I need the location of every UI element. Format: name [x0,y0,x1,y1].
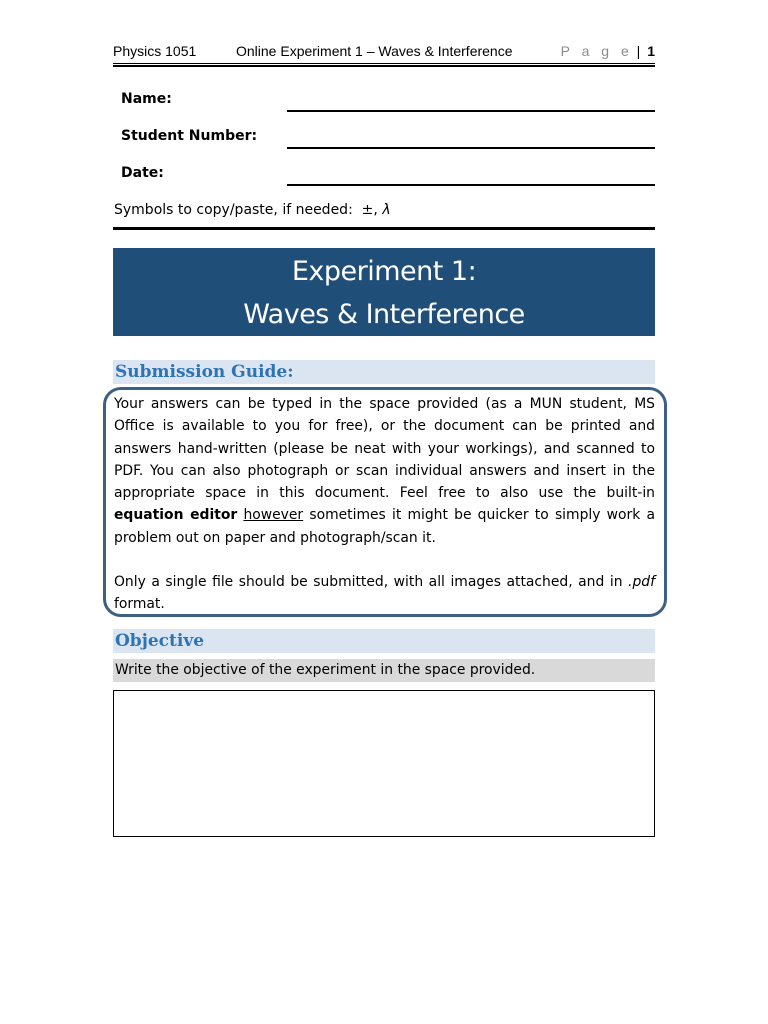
student-number-field[interactable] [287,147,655,149]
objective-answer-box[interactable] [113,690,655,837]
equation-editor-text: equation editor [114,507,238,524]
page-header [113,43,655,63]
guide-p1-text-b: sometimes it might be quicker to simply work a problem out on paper and photograph/scan it. [114,507,655,546]
objective-instruction: Write the objective of the experiment in the space provided. [113,659,655,682]
page-separator: | [636,43,641,59]
however-text: however [243,507,304,524]
course-code: Physics 1051 [113,43,197,59]
banner-line-2: Waves & Interference [243,299,525,330]
banner-line-1: Experiment 1: [291,256,477,287]
name-field[interactable] [287,110,655,112]
date-label: Date: [121,165,164,181]
student-number-label: Student Number: [121,128,258,144]
guide-paragraph-2 [114,571,655,616]
page-number: 1 [647,43,655,59]
document-title: Online Experiment 1 – Waves & Interference [236,43,513,59]
guide-p1-text-a: Your answers can be typed in the space provided (as a MUN student, MS Office is available to you for free), or the document can be printed and answers hand-written (please be neat with your workings), and scanned to PDF. You can also photograph or scan individual answers and insert in the appropriate space in this document. Feel free to also use the built-in [114,396,655,502]
pdf-text: .pdf [628,574,655,591]
header-rule-thick [113,65,655,67]
submission-guide-heading: Submission Guide: [113,360,655,384]
date-field[interactable] [287,184,655,186]
title-banner [113,248,655,336]
guide-paragraph-1 [114,393,655,549]
page-indicator [561,43,655,59]
symbols-prefix: Symbols to copy/paste, if needed: ±, [114,202,383,218]
guide-p2-text-b: format. [114,596,165,613]
lambda-symbol: λ [382,202,391,218]
submission-guide-text [114,393,655,616]
section-divider [113,227,655,230]
header-rule-thin [113,63,655,64]
name-label: Name: [121,91,172,107]
symbols-line [114,202,391,218]
page-word: P a g e [560,43,633,59]
guide-p2-text-a: Only a single file should be submitted, with all images attached, and in [114,574,629,591]
objective-heading: Objective [113,629,655,653]
